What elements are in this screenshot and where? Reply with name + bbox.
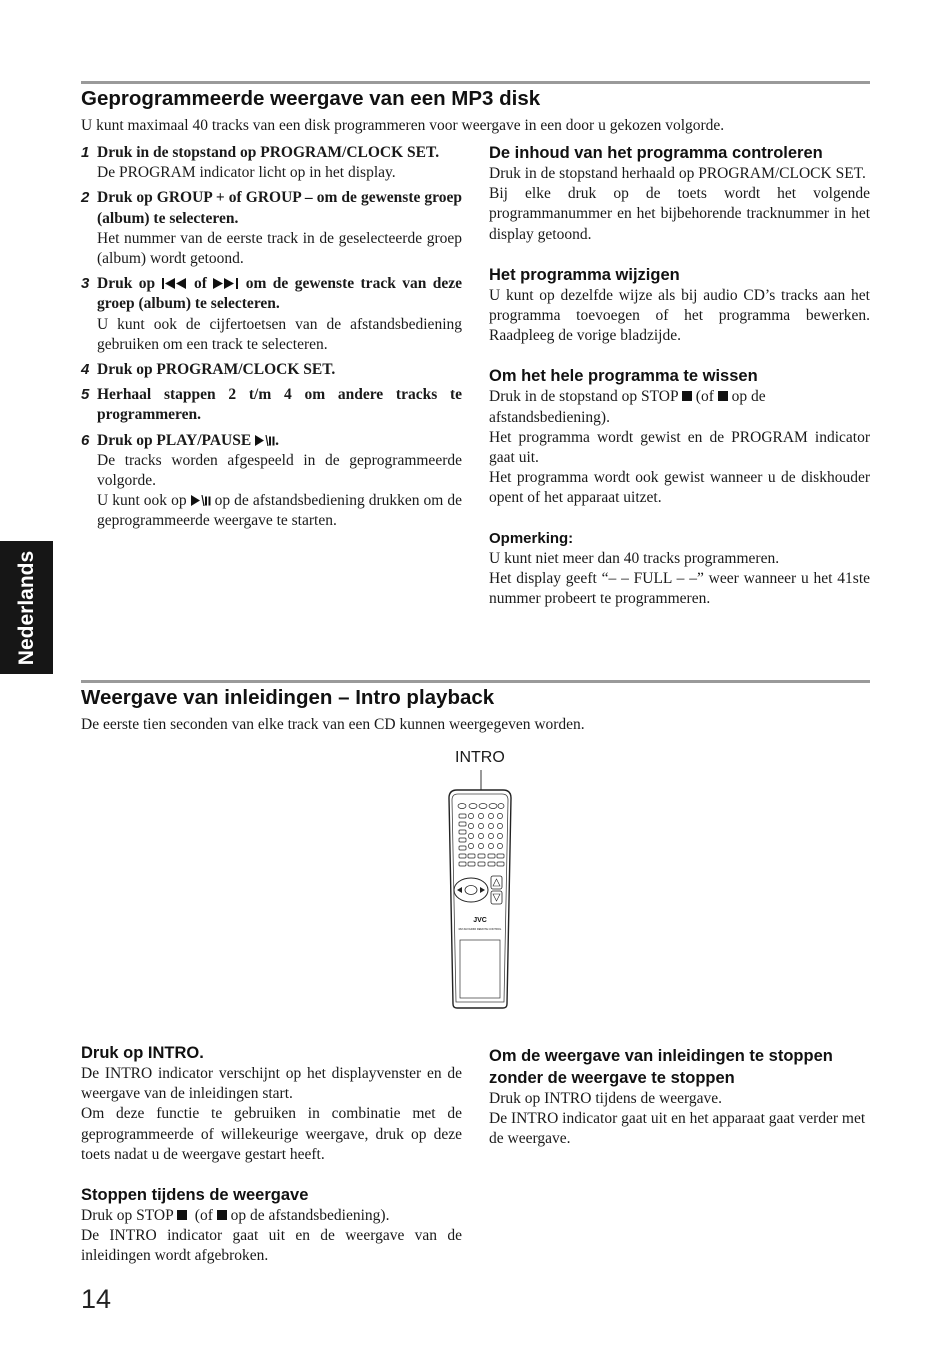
remote-model: RM-SUXGD6R REMOTE CONTROL: [458, 928, 502, 931]
section-intro: De eerste tien seconden van elke track van een CD kunnen weergegeven worden.: [81, 716, 585, 733]
skip-forward-icon: [213, 278, 239, 289]
step-instruction: [97, 274, 462, 314]
step-2: [81, 188, 462, 269]
paragraph: Druk in de stopstand herhaald op PROGRAM/CLOCK SET.: [489, 165, 866, 182]
paragraph: De INTRO indicator gaat uit en het apparaat gaat verder met de weergave.: [489, 1110, 866, 1148]
step-description: U kunt ook de cijfertoetsen van de afstandsbediening gebruiken om een track te selecteren.: [97, 315, 462, 353]
step-instruction: Herhaal stappen 2 t/m 4 om andere tracks te programmeren.: [97, 386, 462, 424]
instr-text: om de gewenste track van deze groep (album) te selecteren.: [97, 275, 463, 313]
step-description: De PROGRAM indicator licht op in het display.: [97, 164, 396, 182]
step-instruction: Druk op PLAY/PAUSE .: [97, 431, 279, 449]
desc-text: op de afstandsbediening drukken om de geprogrammeerde weergave te starten.: [97, 492, 463, 530]
para-text: op de afstandsbediening).: [230, 1207, 390, 1225]
step-number: 3: [81, 275, 90, 293]
paragraph: De INTRO indicator verschijnt op het displayvenster en de weergave van de inleidingen start.: [81, 1065, 462, 1103]
section-intro: U kunt maximaal 40 tracks van een disk programmeren voor weergave in een door u gekozen volgorde.: [81, 117, 725, 134]
subsection-title: Stoppen tijdens de weergave: [81, 1186, 309, 1205]
subsection-stop-during-playback: [81, 1185, 462, 1267]
subsection-title: Om de weergave van inleidingen te stoppen zonder de weergave te stoppen: [489, 1047, 833, 1087]
subsection-title: Het programma wijzigen: [489, 265, 680, 284]
subsection-title: De inhoud van het programma controleren: [489, 144, 823, 162]
paragraph: [81, 1206, 462, 1226]
page-number: 14: [81, 1284, 112, 1314]
skip-back-icon: [162, 278, 188, 289]
intro-left-column: [81, 1043, 462, 1267]
paragraph: [489, 387, 870, 427]
note-title: Opmerking:: [489, 529, 574, 547]
instr-text: Druk op PLAY/PAUSE: [97, 431, 252, 449]
paragraph: Om deze functie te gebruiken in combinatie met de geprogrammeerde of willekeurige weergave, druk op deze toets nadat u de weergave gestart heeft.: [81, 1105, 462, 1163]
section-title-intro-playback: Weergave van inleidingen – Intro playback: [81, 686, 495, 709]
paragraph: Het programma wordt ook gewist wanneer u de diskhouder opent of het apparaat uitzet.: [489, 469, 870, 507]
step-description: Het nummer van de eerste track in de geselecteerde groep (album) wordt getoond.: [97, 229, 462, 268]
step-5: [81, 385, 462, 425]
step-6: [81, 431, 462, 532]
stop-icon: [718, 391, 728, 401]
paragraph: Het programma wordt gewist en de PROGRAM indicator gaat uit.: [489, 428, 870, 467]
instr-text: Druk op: [97, 275, 156, 293]
step-4: [81, 360, 462, 380]
subsection-clear-program: [489, 366, 870, 508]
subsection-check-program: [489, 143, 870, 245]
language-tab: [0, 541, 53, 674]
para-text: (of: [695, 388, 714, 406]
subsection-change-program: [489, 265, 870, 347]
play-pause-icon: [191, 495, 211, 506]
step-number: 4: [81, 361, 90, 379]
paragraph: De INTRO indicator gaat uit en de weergave van de inleidingen wordt afgebroken.: [81, 1227, 462, 1265]
subsection-title: Om het hele programma te wissen: [489, 367, 758, 386]
stop-icon: [682, 391, 692, 401]
section-divider: [81, 680, 870, 683]
section-title-mp3-program: Geprogrammeerde weergave van een MP3 disk: [81, 87, 541, 110]
step-number: 6: [81, 431, 90, 449]
paragraph: Het display geeft “– – FULL – –” weer wanneer u het 41ste nummer probeert te programmeren.: [489, 569, 870, 608]
stop-icon: [217, 1210, 227, 1220]
step-number: 1: [81, 144, 90, 161]
subsection-press-intro: [81, 1043, 462, 1165]
step-description: De tracks worden afgespeeld in de geprogrammeerde volgorde.: [97, 451, 462, 490]
subsection-note: [489, 529, 870, 610]
step-3: [81, 274, 462, 355]
para-text: (of: [194, 1207, 213, 1225]
step-instruction: Druk op PROGRAM/CLOCK SET.: [97, 361, 336, 379]
para-text: Druk in de stopstand op STOP: [489, 388, 679, 406]
play-pause-icon: [255, 435, 275, 446]
desc-text: U kunt ook op: [97, 492, 187, 510]
stop-icon: [177, 1210, 187, 1220]
remote-brand: JVC: [473, 917, 487, 924]
remote-callout-label: INTRO: [455, 749, 505, 766]
step-instruction: Druk in de stopstand op PROGRAM/CLOCK SET.: [97, 144, 440, 161]
paragraph: U kunt niet meer dan 40 tracks programmeren.: [489, 549, 780, 567]
remote-control-illustration: [435, 770, 525, 1012]
step-number: 5: [81, 386, 90, 404]
step-description: [97, 491, 462, 531]
subsection-title: Druk op INTRO.: [81, 1044, 204, 1062]
language-tab-label: Nederlands: [14, 550, 38, 665]
para-text: op de afstandsbediening).: [489, 388, 766, 426]
instr-text: of: [193, 275, 207, 293]
steps-column: [81, 143, 462, 532]
paragraph: Bij elke druk op de toets wordt het volgende programmanummer en het bijbehorende tracknummer in het display getoond.: [489, 185, 870, 243]
right-column-section1: [489, 143, 870, 609]
intro-right-column: [489, 1045, 870, 1150]
step-1: [81, 143, 462, 183]
para-text: Druk op STOP: [81, 1207, 174, 1225]
step-instruction: Druk op GROUP + of GROUP – om de gewenste groep (album) te selecteren.: [97, 189, 462, 227]
paragraph: Druk op INTRO tijdens de weergave.: [489, 1090, 723, 1107]
step-number: 2: [81, 189, 90, 207]
section-divider: [81, 81, 870, 84]
paragraph: U kunt op dezelfde wijze als bij audio CD’s tracks aan het programma toevoegen of het programma bewerken. Raadpleeg de vorige bladzijde.: [489, 286, 870, 345]
